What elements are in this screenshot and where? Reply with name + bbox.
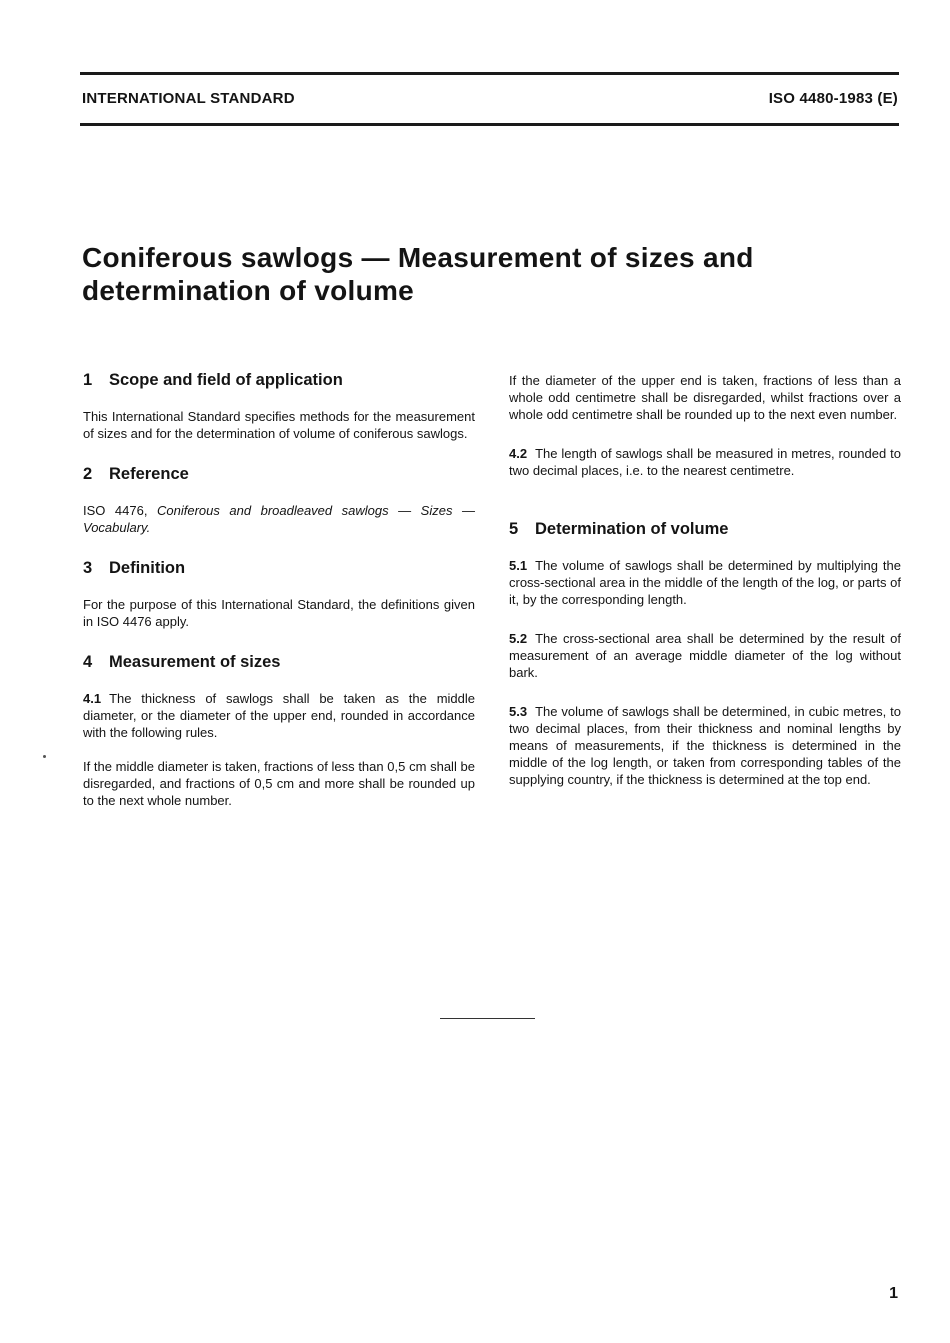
end-of-text-rule <box>440 1018 535 1019</box>
section-3-title: Definition <box>109 559 186 577</box>
section-2-reference <box>83 502 475 536</box>
section-2-title: Reference <box>109 465 189 483</box>
clause-4-2-number: 4.2 <box>509 446 528 461</box>
reference-number: ISO 4476, <box>83 503 148 518</box>
section-1-text: This International Standard specifies methods for the measurement of sizes and for the determination of volume of coniferous sawlogs. <box>83 409 475 441</box>
section-2-heading <box>83 464 475 484</box>
header-top-rule <box>80 72 899 75</box>
section-3-text: For the purpose of this International Standard, the definitions given in ISO 4476 apply. <box>83 597 475 629</box>
clause-4-1-text: The thickness of sawlogs shall be taken as the middle diameter, or the diameter of the upper end, rounded in accordance with the following rules. <box>83 691 475 740</box>
clause-5-3-text: The volume of sawlogs shall be determined, in cubic metres, to two decimal places, from their thickness and nominal lengths by means of measurements, if the thickness is determined in the middle of the log length, or taken from corresponding tables of the supplying country, if the thickness is determined at the top end. <box>509 704 901 787</box>
section-4-number: 4 <box>83 653 93 671</box>
section-5-number: 5 <box>509 520 519 538</box>
section-5-title: Determination of volume <box>535 520 729 538</box>
header-bottom-rule <box>80 123 899 126</box>
clause-4-1-middle-diameter-rule: If the middle diameter is taken, fractions of less than 0,5 cm shall be disregarded, and fractions of 0,5 cm and more shall be rounded up to the next whole number. <box>83 759 475 808</box>
reference-title: Coniferous and broadleaved sawlogs — Sizes — Vocabulary. <box>83 503 475 535</box>
clause-4-2-text: The length of sawlogs shall be measured in metres, rounded to two decimal places, i.e. to the nearest centimetre. <box>509 446 901 478</box>
clause-5-2 <box>509 630 901 681</box>
clause-5-3-number: 5.3 <box>509 704 528 719</box>
clause-5-1 <box>509 557 901 608</box>
section-1-number: 1 <box>83 371 93 389</box>
clause-5-2-number: 5.2 <box>509 631 528 646</box>
document-title <box>82 241 842 307</box>
clause-4-2 <box>509 445 901 479</box>
clause-5-2-text: The cross-sectional area shall be determined by the result of measurement of an average middle diameter of the log without bark. <box>509 631 901 680</box>
section-1-heading <box>83 370 475 390</box>
standard-number: ISO 4480-1983 (E) <box>768 90 898 107</box>
section-5-heading <box>509 519 901 539</box>
section-3-number: 3 <box>83 559 93 577</box>
section-4-heading <box>83 652 475 672</box>
margin-mark <box>43 755 46 758</box>
clause-5-1-number: 5.1 <box>509 558 528 573</box>
section-4-title: Measurement of sizes <box>109 653 281 671</box>
clause-4-1-number: 4.1 <box>83 691 102 706</box>
clause-4-1-upper-end-rule: If the diameter of the upper end is taken, fractions of less than a whole odd centimetre shall be disregarded, whilst fractions over a whole odd centimetre shall be rounded up to the next even number. <box>509 373 901 422</box>
section-2-number: 2 <box>83 465 93 483</box>
document-type-label: INTERNATIONAL STANDARD <box>82 90 295 107</box>
title-line-1: Coniferous sawlogs — Measurement of sizes and <box>82 242 754 273</box>
clause-5-1-text: The volume of sawlogs shall be determined by multiplying the cross-sectional area in the middle of the length of the log, or parts of it, by the corresponding length. <box>509 558 901 607</box>
section-3-heading <box>83 558 475 578</box>
page-number: 1 <box>889 1285 898 1302</box>
section-1-title: Scope and field of application <box>109 371 343 389</box>
left-column <box>83 370 475 809</box>
right-column <box>509 370 901 788</box>
clause-4-1 <box>83 690 475 741</box>
title-line-2: determination of volume <box>82 275 415 306</box>
clause-5-3 <box>509 703 901 788</box>
